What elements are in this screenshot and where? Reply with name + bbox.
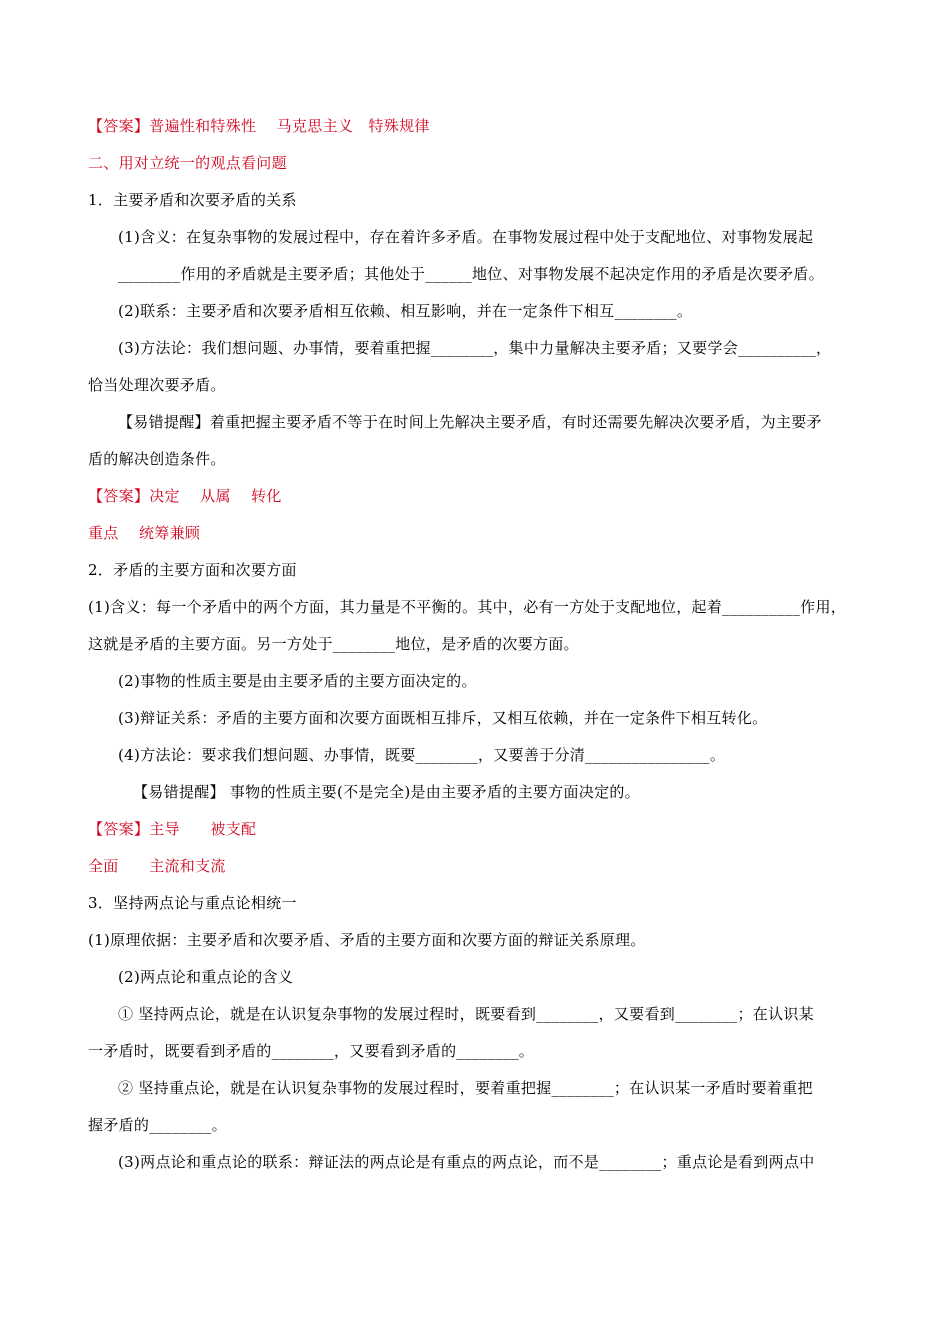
paragraph-line: (2)两点论和重点论的含义 bbox=[118, 968, 294, 986]
tip-line: 盾的解决创造条件。 bbox=[88, 450, 226, 468]
paragraph-line: 恰当处理次要矛盾。 bbox=[88, 376, 226, 394]
paragraph-line: (1)含义：每一个矛盾中的两个方面，其力量是不平衡的。其中，必有一方处于支配地位，起着__________作用， bbox=[88, 598, 847, 616]
subsection-heading-3: 3．坚持两点论与重点论相统一 bbox=[88, 894, 297, 912]
paragraph-line: (3)辩证关系：矛盾的主要方面和次要方面既相互排斥，又相互依赖，并在一定条件下相互转化。 bbox=[118, 709, 768, 727]
answer-line-2: 【答案】决定 从属 转化 bbox=[88, 487, 282, 505]
paragraph-line: (4)方法论：要求我们想问题、办事情，既要________，又要善于分清________________。 bbox=[118, 746, 726, 764]
paragraph-line: (1)原理依据：主要矛盾和次要矛盾、矛盾的主要方面和次要方面的辩证关系原理。 bbox=[88, 931, 646, 949]
paragraph-line: ② 坚持重点论，就是在认识复杂事物的发展过程时，要着重把握________；在认识某一矛盾时要着重把 bbox=[118, 1079, 813, 1097]
subsection-heading-2: 2．矛盾的主要方面和次要方面 bbox=[88, 561, 297, 579]
paragraph-line: 握矛盾的________。 bbox=[88, 1116, 227, 1134]
section-heading-2: 二、用对立统一的观点看问题 bbox=[88, 154, 287, 172]
paragraph-line: (3)方法论：我们想问题、办事情，要着重把握________，集中力量解决主要矛盾；又要学会__________， bbox=[118, 339, 832, 357]
tip-line: 【易错提醒】 事物的性质主要(不是完全)是由主要矛盾的主要方面决定的。 bbox=[133, 783, 640, 801]
paragraph-line: (2)事物的性质主要是由主要矛盾的主要方面决定的。 bbox=[118, 672, 477, 690]
subsection-heading-1: 1．主要矛盾和次要矛盾的关系 bbox=[88, 191, 297, 209]
paragraph-line: (3)两点论和重点论的联系：辩证法的两点论是有重点的两点论，而不是________；重点论是看到两点中 bbox=[118, 1153, 815, 1171]
paragraph-line: 这就是矛盾的主要方面。另一方处于________地位，是矛盾的次要方面。 bbox=[88, 635, 579, 653]
tip-line: 【易错提醒】着重把握主要矛盾不等于在时间上先解决主要矛盾，有时还需要先解决次要矛盾，为主要矛 bbox=[118, 413, 822, 431]
paragraph-line: ① 坚持两点论，就是在认识复杂事物的发展过程时，既要看到________，又要看到________；在认识某 bbox=[118, 1005, 814, 1023]
paragraph-line: (2)联系：主要矛盾和次要矛盾相互依赖、相互影响，并在一定条件下相互________。 bbox=[118, 302, 693, 320]
paragraph-line: ________作用的矛盾就是主要矛盾；其他处于______地位、对事物发展不起决定作用的矛盾是次要矛盾。 bbox=[118, 265, 824, 283]
answer-line-4: 【答案】主导 被支配 bbox=[88, 820, 257, 838]
paragraph-line: 一矛盾时，既要看到矛盾的________，又要看到矛盾的________。 bbox=[88, 1042, 535, 1060]
answer-line-1: 【答案】普遍性和特殊性 马克思主义 特殊规律 bbox=[88, 117, 430, 135]
paragraph-line: (1)含义：在复杂事物的发展过程中，存在着许多矛盾。在事物发展过程中处于支配地位、对事物发展起 bbox=[118, 228, 814, 246]
answer-line-3: 重点 统筹兼顾 bbox=[88, 524, 201, 542]
answer-line-5: 全面 主流和支流 bbox=[88, 857, 226, 875]
